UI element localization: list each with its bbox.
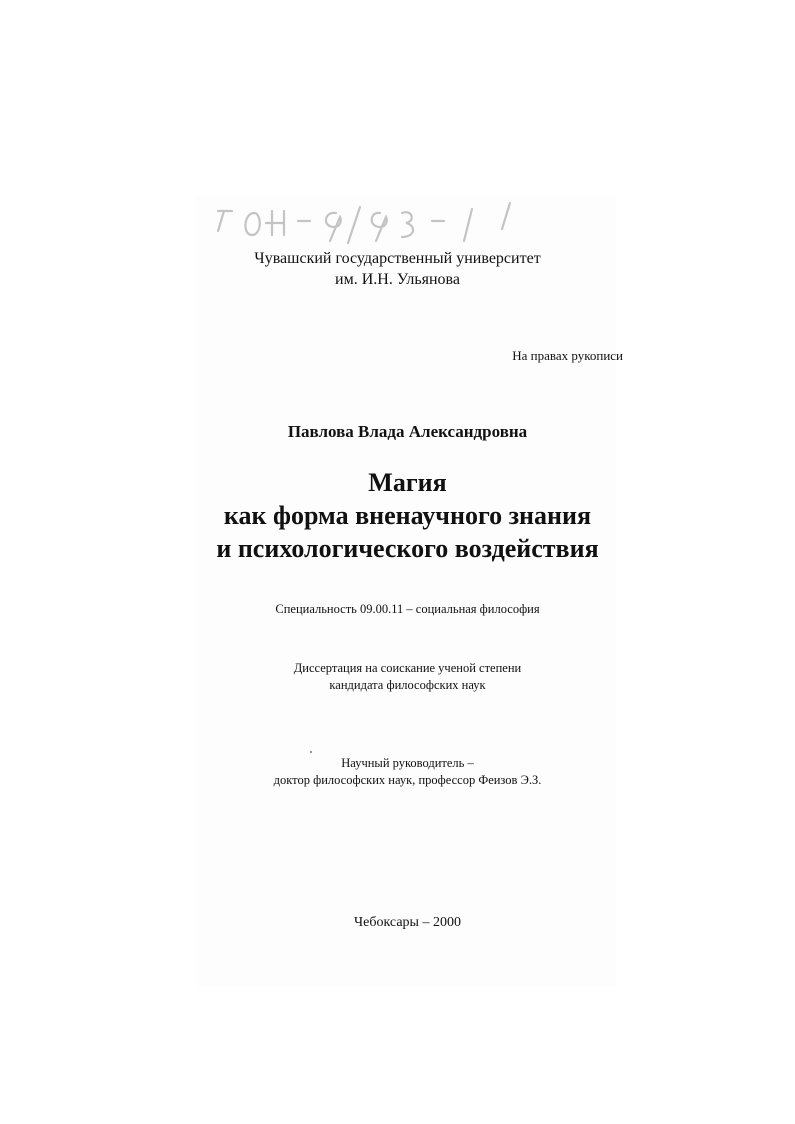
degree-line-1: Диссертация на соискание ученой степени bbox=[293, 661, 522, 675]
supervisor-name: доктор философских наук, профессор Феизов Э.З. bbox=[273, 773, 542, 787]
scan-area bbox=[196, 196, 616, 986]
dissertation-title bbox=[10, 466, 795, 565]
degree-block bbox=[10, 660, 795, 694]
place-year: Чебоксары – 2000 bbox=[354, 915, 461, 930]
university-namesake: им. И.Н. Ульянова bbox=[335, 271, 460, 288]
title-line-3: и психологического воздействия bbox=[216, 534, 599, 563]
university-name: Чувашский государственный университет bbox=[254, 250, 541, 267]
rights-note: На правах рукописи bbox=[512, 348, 623, 363]
supervisor-label: Научный руководитель – bbox=[341, 756, 474, 770]
title-line-1: Магия bbox=[368, 468, 447, 497]
degree-line-2: кандидата философских наук bbox=[329, 678, 486, 692]
author-name: Павлова Влада Александровна bbox=[287, 422, 528, 441]
scan-speck bbox=[310, 751, 312, 753]
supervisor-block bbox=[10, 755, 795, 789]
handwritten-stamp bbox=[210, 199, 540, 249]
title-line-2: как форма вненаучного знания bbox=[223, 501, 592, 530]
specialty-line: Специальность 09.00.11 – социальная философия bbox=[275, 602, 540, 616]
university-block bbox=[0, 248, 795, 290]
